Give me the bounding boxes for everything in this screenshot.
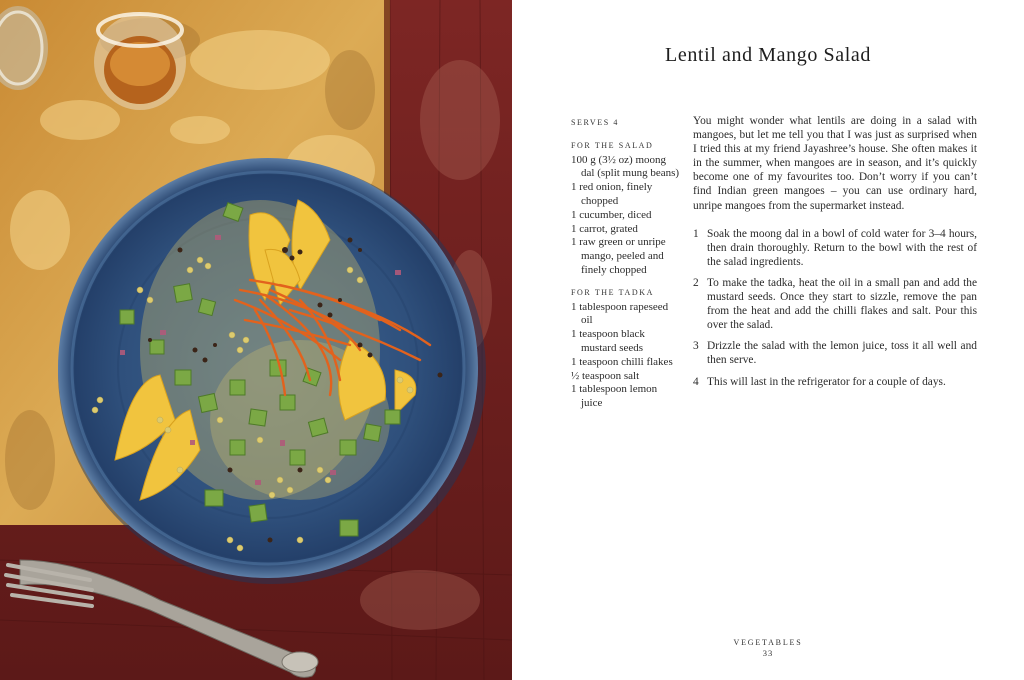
whisky-glass [94,14,186,110]
ingredient-item: ½ teaspoon salt [571,369,640,382]
ingredient-list-tadka [571,301,681,411]
method-steps [693,227,977,389]
recipe-page [512,0,1024,680]
ingredient-item: 1 teaspoon chilli flakes [571,355,673,368]
page-footer [512,638,1024,658]
step-text: To make the tadka, heat the oil in a small pan and add the mustard seeds. Once they start to sizzle, remove the pan from the heat and add the chilli flakes and salt. Pour this over the salad. [707,276,977,332]
recipe-title: Lentil and Mango Salad [665,44,871,66]
method-step [693,227,977,269]
step-number: 4 [693,375,699,388]
method-step [693,375,977,389]
ingredients-column [571,116,681,411]
step-number: 1 [693,227,699,240]
page-number: 33 [762,648,774,658]
ingredient-item: 1 raw green or unripe mango, peeled and finely chopped [571,236,666,276]
ingredient-item: 100 g (3½ oz) moong dal (split mung beans) [571,153,680,180]
method-column [693,114,977,396]
step-text: Drizzle the salad with the lemon juice, toss it all well and then serve. [707,340,977,367]
running-footer-section: VEGETABLES [733,638,803,647]
section-heading-tadka: FOR THE TADKA [571,287,654,297]
step-number: 2 [693,276,699,289]
ingredient-item: 1 carrot, grated [571,222,638,235]
method-step [693,339,977,367]
ingredient-item: 1 red onion, finely chopped [571,181,653,207]
step-text: This will last in the refrigerator for a couple of days. [707,375,946,388]
ingredient-item: 1 tablespoon lemon juice [571,383,658,410]
section-heading-salad: FOR THE SALAD [571,140,654,150]
serves-label: SERVES 4 [571,118,619,127]
ingredient-item: 1 teaspoon black mustard seeds [571,328,645,354]
step-text: Soak the moong dal in a bowl of cold water for 3–4 hours, then drain thoroughly. Return to the bowl with the rest of the salad ingredients. [707,227,977,268]
ingredient-list-salad [571,154,681,278]
intro-paragraph: You might wonder what lentils are doing in a salad with mangoes, but let me tell you that I was just as surprised when I tried this at my friend Jayashree’s house. She often makes it in the summer, when mangoes are in season, and it’s quickly become one of my favourites too. Don’t worry if you can’t find Indian green mangoes – you can use ordinary hard, unripe mangoes from the supermarket instead. [693,115,977,212]
method-step [693,276,977,332]
ingredient-item: 1 tablespoon rapeseed oil [571,300,669,327]
step-number: 3 [693,340,699,353]
ingredient-item: 1 cucumber, diced [571,208,652,221]
